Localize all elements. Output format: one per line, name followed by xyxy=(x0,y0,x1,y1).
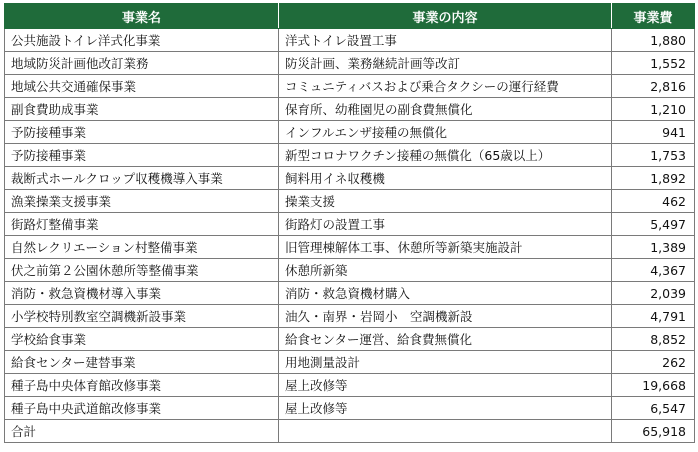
cell-project-content: 街路灯の設置工事 xyxy=(279,213,612,236)
cell-project-content: 新型コロナワクチン接種の無償化（65歳以上） xyxy=(279,144,612,167)
table-row xyxy=(5,29,695,52)
cell-project-content: インフルエンザ接種の無償化 xyxy=(279,121,612,144)
cell-project-content: 消防・救急資機材購入 xyxy=(279,282,612,305)
cell-project-cost: 1,210 xyxy=(612,98,695,121)
cell-project-name: 街路灯整備事業 xyxy=(5,213,279,236)
cell-project-name: 種子島中央武道館改修事業 xyxy=(5,397,279,420)
cell-project-cost: 1,880 xyxy=(612,29,695,52)
cell-project-name: 小学校特別教室空調機新設事業 xyxy=(5,305,279,328)
cell-project-content: 休憩所新築 xyxy=(279,259,612,282)
cell-project-cost: 1,389 xyxy=(612,236,695,259)
cell-project-cost: 8,852 xyxy=(612,328,695,351)
table-row xyxy=(5,52,695,75)
cell-project-name: 消防・救急資機材導入事業 xyxy=(5,282,279,305)
table-row xyxy=(5,374,695,397)
cell-project-content: 屋上改修等 xyxy=(279,397,612,420)
cell-project-content: 防災計画、業務継続計画等改訂 xyxy=(279,52,612,75)
table-row xyxy=(5,351,695,374)
cell-project-name: 地域防災計画他改訂業務 xyxy=(5,52,279,75)
header-row xyxy=(5,4,695,29)
cell-project-name: 伏之前第２公園休憩所等整備事業 xyxy=(5,259,279,282)
cell-project-cost: 462 xyxy=(612,190,695,213)
table-row xyxy=(5,305,695,328)
cell-project-cost: 19,668 xyxy=(612,374,695,397)
table-row xyxy=(5,121,695,144)
table-row xyxy=(5,282,695,305)
cell-project-cost: 5,497 xyxy=(612,213,695,236)
cell-project-name: 副食費助成事業 xyxy=(5,98,279,121)
cell-project-content: 油久・南界・岩岡小 空調機新設 xyxy=(279,305,612,328)
header-project-name: 事業名 xyxy=(5,4,279,29)
cell-project-cost: 262 xyxy=(612,351,695,374)
cell-project-content: 旧管理棟解体工事、休憩所等新築実施設計 xyxy=(279,236,612,259)
table-row xyxy=(5,213,695,236)
cell-project-name: 予防接種事業 xyxy=(5,121,279,144)
cell-project-cost: 2,816 xyxy=(612,75,695,98)
project-cost-table xyxy=(4,3,695,443)
cell-project-cost: 1,892 xyxy=(612,167,695,190)
total-content xyxy=(279,420,612,443)
cell-project-content: 屋上改修等 xyxy=(279,374,612,397)
cell-project-name: 給食センター建替事業 xyxy=(5,351,279,374)
cell-project-content: 保育所、幼稚園児の副食費無償化 xyxy=(279,98,612,121)
cell-project-name: 予防接種事業 xyxy=(5,144,279,167)
cell-project-name: 公共施設トイレ洋式化事業 xyxy=(5,29,279,52)
table-row xyxy=(5,144,695,167)
cell-project-name: 自然レクリエーション村整備事業 xyxy=(5,236,279,259)
total-row xyxy=(5,420,695,443)
cell-project-cost: 6,547 xyxy=(612,397,695,420)
table-row xyxy=(5,167,695,190)
cell-project-cost: 4,367 xyxy=(612,259,695,282)
cell-project-content: 操業支援 xyxy=(279,190,612,213)
cell-project-cost: 1,753 xyxy=(612,144,695,167)
cell-project-content: 飼料用イネ収穫機 xyxy=(279,167,612,190)
cell-project-cost: 941 xyxy=(612,121,695,144)
project-cost-table-container xyxy=(4,3,694,443)
table-row xyxy=(5,75,695,98)
table-row xyxy=(5,397,695,420)
header-project-content: 事業の内容 xyxy=(279,4,612,29)
cell-project-name: 裁断式ホールクロップ収穫機導入事業 xyxy=(5,167,279,190)
cell-project-cost: 2,039 xyxy=(612,282,695,305)
total-amount: 65,918 xyxy=(612,420,695,443)
cell-project-name: 地域公共交通確保事業 xyxy=(5,75,279,98)
total-label: 合計 xyxy=(5,420,279,443)
cell-project-cost: 1,552 xyxy=(612,52,695,75)
header-project-cost: 事業費 xyxy=(612,4,695,29)
table-row xyxy=(5,98,695,121)
cell-project-name: 学校給食事業 xyxy=(5,328,279,351)
cell-project-content: 洋式トイレ設置工事 xyxy=(279,29,612,52)
table-body xyxy=(5,29,695,443)
cell-project-cost: 4,791 xyxy=(612,305,695,328)
cell-project-name: 漁業操業支援事業 xyxy=(5,190,279,213)
table-row xyxy=(5,328,695,351)
table-row xyxy=(5,190,695,213)
cell-project-name: 種子島中央体育館改修事業 xyxy=(5,374,279,397)
cell-project-content: 用地測量設計 xyxy=(279,351,612,374)
cell-project-content: コミュニティバスおよび乗合タクシーの運行経費 xyxy=(279,75,612,98)
cell-project-content: 給食センター運営、給食費無償化 xyxy=(279,328,612,351)
table-row xyxy=(5,259,695,282)
table-row xyxy=(5,236,695,259)
